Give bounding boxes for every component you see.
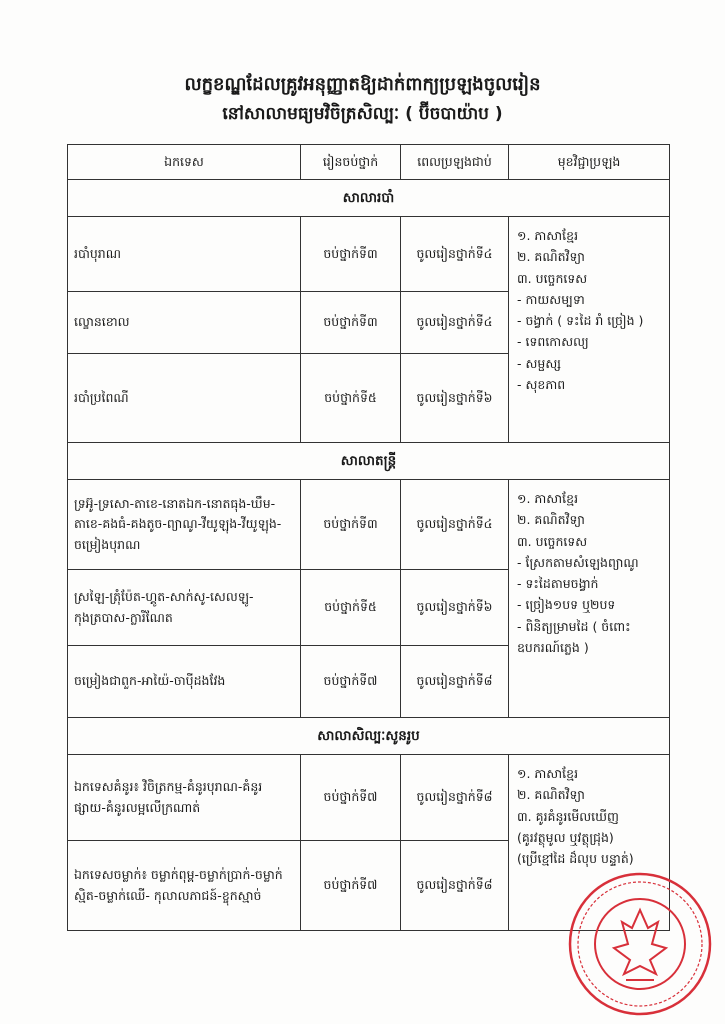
completed-cell: ចប់ថ្នាក់ទី៧ [301,646,401,718]
subjects-cell [509,480,670,718]
subject-item: - ពិនិត្យម្រាមដៃ ( ចំពោះ [517,618,631,634]
entry-cell: ចូលរៀនថ្នាក់ទី៨ [401,646,509,718]
field-cell: ស្រឡៃ-ត្រុំប៉ែត-ហ្គូត-សាក់សូ-សេលឡូ-កុងត្របាស-ក្លារីណែត [68,570,301,646]
section-title: សាលាសិល្បៈសូនរូប [68,718,670,755]
section-title: សាលាតន្ត្រី [68,443,670,480]
field-cell: ល្ខោនខោល [68,292,301,354]
subject-item: ១. ភាសាខ្មែរ [517,766,579,781]
subject-item: ២. គណិតវិទ្យា [517,787,585,803]
subject-item: - ចង្វាក់ ( ទះដៃ រាំ ច្រៀង ) [517,313,644,328]
field-cell: របាំប្រពៃណី [68,354,301,443]
header-row [68,145,670,180]
completed-cell: ចប់ថ្នាក់ទី៥ [301,570,401,646]
subject-item: ឧបករណ៍ភ្លេង ) [517,639,589,655]
completed-cell: ចប់ថ្នាក់ទី៣ [301,292,401,354]
section-title: សាលារបាំ [68,180,670,217]
completed-cell: ចប់ថ្នាក់ទី៥ [301,354,401,443]
field-cell: ឯកទេសគំនូរ៖ វិចិត្រកម្ម-គំនូរបុរាណ-គំនូរផ្សាយ-គំនូរលម្អលើក្រណាត់ [68,755,301,841]
section-row [68,718,670,755]
entry-cell: ចូលរៀនថ្នាក់ទី៤ [401,480,509,570]
section-row [68,180,670,217]
subject-item: ២. គណិតវិទ្យា [517,249,585,265]
field-cell: ទ្រអ៊ូ-ទ្រសោ-តាខេ-នោតឯក-នោតធុង-ឃឹម-តាខេ-គងធំ-គងតូច-ព្យាណូ-វីយូឡុង-វីយូឡុង-ចម្រៀងបុរាណ [68,480,301,570]
subject-item: ២. គណិតវិទ្យា [517,512,585,528]
subject-item: ៣. បច្ចេកទេស [517,533,588,549]
section-row [68,443,670,480]
entry-cell: ចូលរៀនថ្នាក់ទី៤ [401,292,509,354]
subject-item: - ទេពកោសល្យ [517,334,589,350]
subjects-cell [509,217,670,443]
entry-cell: ចូលរៀនថ្នាក់ទី៨ [401,755,509,841]
subject-item: - ស្រែកតាមសំឡេងព្យាណូ [517,554,639,570]
subject-item: - សម្ផស្ស [517,355,561,371]
entry-cell: ចូលរៀនថ្នាក់ទី៨ [401,841,509,931]
official-seal-stamp [566,870,714,1018]
document-subtitle: នៅសាលាមធ្យមវិចិត្រសិល្បៈ ( ប៊ីចបាយ៉ាប ) [222,104,503,124]
entry-cell: ចូលរៀនថ្នាក់ទី៦ [401,354,509,443]
table-row [68,480,670,570]
header-subjects: មុខវិជ្ជាប្រឡង [509,145,670,180]
field-cell: របាំបុរាណ [68,217,301,292]
entry-cell: ចូលរៀនថ្នាក់ទី៦ [401,570,509,646]
table-row [68,755,670,841]
field-cell: ចម្រៀងជាពួក-អាយ៉ៃ-ចាប៉ីដងវែង [68,646,301,718]
header-completed: រៀនចប់ថ្នាក់ [301,145,401,180]
subject-item: ៣. បច្ចេកទេស [517,270,588,286]
subject-item: (ប្រើខ្មៅដៃ ដ៏លុប បន្ទាត់) [517,851,634,866]
subject-item: ១. ភាសាខ្មែរ [517,228,579,243]
subject-item: - ច្រៀង១បទ ឬ២បទ [517,597,616,613]
subject-item: ១. ភាសាខ្មែរ [517,491,579,506]
subject-item: - ទះដៃតាមចង្វាក់ [517,576,599,591]
field-cell: ឯកទេសចម្លាក់៖ ចម្លាក់ពុម្ព-ចម្លាក់ប្រាក់-ចម្លាក់ស្មិត-ចម្លាក់ឈើ- កុលាលភាជន៍-ខ្ចុកស្មាច់ [68,841,301,931]
entry-cell: ចូលរៀនថ្នាក់ទី៤ [401,217,509,292]
subject-item: - កាយសម្បទា [517,291,585,307]
table-row [68,217,670,292]
completed-cell: ចប់ថ្នាក់ទី៣ [301,217,401,292]
subject-item: - សុខភាព [517,376,566,392]
subject-item: (គូរវត្ថុមូល ឬវត្ថុជ្រុង) [517,829,614,845]
completed-cell: ចប់ថ្នាក់ទី៣ [301,480,401,570]
completed-cell: ចប់ថ្នាក់ទី៧ [301,755,401,841]
completed-cell: ចប់ថ្នាក់ទី៧ [301,841,401,931]
requirements-table [67,144,670,931]
header-entry: ពេលប្រឡងជាប់ [401,145,509,180]
header-field: ឯកទេស [68,145,301,180]
document-title: លក្ខខណ្ឌដែលគ្រូវអនុញ្ញាតឱ្យដាក់ពាក្យប្រឡងចូលរៀន [184,74,541,95]
subject-item: ៣. គូរគំនូរមើលឃើញ [517,808,619,824]
